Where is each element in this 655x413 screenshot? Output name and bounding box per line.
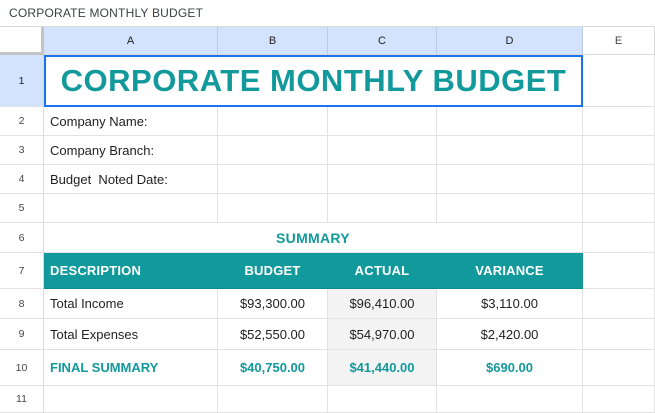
cell-total-expenses-label[interactable]: Total Expenses	[44, 319, 218, 350]
row-7	[0, 253, 655, 289]
cell-title-merged[interactable]	[44, 55, 583, 107]
cell-E6[interactable]	[583, 223, 655, 253]
cell-B4[interactable]	[218, 165, 328, 194]
row-3	[0, 136, 655, 165]
table-row	[0, 319, 655, 350]
cell-header-variance[interactable]: VARIANCE	[437, 253, 583, 289]
cell-total-income-variance[interactable]: $3,110.00	[437, 289, 583, 319]
row-6	[0, 223, 655, 253]
row-header-10[interactable]: 10	[0, 350, 44, 386]
cell-C5[interactable]	[328, 194, 437, 223]
row-header-5[interactable]: 5	[0, 194, 44, 223]
cell-B5[interactable]	[218, 194, 328, 223]
column-header-row	[0, 27, 655, 55]
cell-header-budget[interactable]: BUDGET	[218, 253, 328, 289]
row-header-6[interactable]: 6	[0, 223, 44, 253]
cell-total-income-actual[interactable]: $96,410.00	[328, 289, 437, 319]
cell-E7[interactable]	[583, 253, 655, 289]
column-header-a[interactable]: A	[44, 27, 218, 55]
column-header-d[interactable]: D	[437, 27, 583, 55]
cell-final-summary-actual[interactable]: $41,440.00	[328, 350, 437, 386]
cell-E3[interactable]	[583, 136, 655, 165]
row-1	[0, 55, 655, 107]
column-header-c[interactable]: C	[328, 27, 437, 55]
row-header-1[interactable]: 1	[0, 55, 44, 107]
row-header-8[interactable]: 8	[0, 289, 44, 319]
cell-company-branch-label[interactable]: Company Branch:	[44, 136, 218, 165]
sheet-name: CORPORATE MONTHLY BUDGET	[9, 6, 204, 20]
row-header-3[interactable]: 3	[0, 136, 44, 165]
cell-E1[interactable]	[583, 55, 655, 107]
cell-total-income-budget[interactable]: $93,300.00	[218, 289, 328, 319]
row-header-4[interactable]: 4	[0, 165, 44, 194]
cell-D2[interactable]	[437, 107, 583, 136]
table-row	[0, 350, 655, 386]
row-header-11[interactable]: 11	[0, 386, 44, 413]
cell-final-summary-variance[interactable]: $690.00	[437, 350, 583, 386]
cell-B2[interactable]	[218, 107, 328, 136]
row-4	[0, 165, 655, 194]
cell-total-expenses-variance[interactable]: $2,420.00	[437, 319, 583, 350]
cell-E9[interactable]	[583, 319, 655, 350]
column-header-e[interactable]: E	[583, 27, 655, 55]
row-header-7[interactable]: 7	[0, 253, 44, 289]
cell-total-expenses-actual[interactable]: $54,970.00	[328, 319, 437, 350]
cell-header-actual[interactable]: ACTUAL	[328, 253, 437, 289]
cell-E10[interactable]	[583, 350, 655, 386]
row-2	[0, 107, 655, 136]
cell-header-description[interactable]: DESCRIPTION	[44, 253, 218, 289]
cell-C2[interactable]	[328, 107, 437, 136]
spreadsheet-grid	[0, 27, 655, 413]
cell-E11[interactable]	[583, 386, 655, 413]
cell-C11[interactable]	[328, 386, 437, 413]
sheet-title-text: CORPORATE MONTHLY BUDGET	[60, 63, 567, 98]
cell-D11[interactable]	[437, 386, 583, 413]
cell-B11[interactable]	[218, 386, 328, 413]
row-5	[0, 194, 655, 223]
cell-D3[interactable]	[437, 136, 583, 165]
cell-E2[interactable]	[583, 107, 655, 136]
row-header-9[interactable]: 9	[0, 319, 44, 350]
top-bar	[0, 0, 655, 27]
cell-D4[interactable]	[437, 165, 583, 194]
column-header-b[interactable]: B	[218, 27, 328, 55]
cell-C3[interactable]	[328, 136, 437, 165]
cell-final-summary-label[interactable]: FINAL SUMMARY	[44, 350, 218, 386]
cell-A11[interactable]	[44, 386, 218, 413]
cell-E8[interactable]	[583, 289, 655, 319]
cell-A5[interactable]	[44, 194, 218, 223]
table-row	[0, 289, 655, 319]
cell-company-name-label[interactable]: Company Name:	[44, 107, 218, 136]
cell-E4[interactable]	[583, 165, 655, 194]
cell-summary-heading[interactable]: SUMMARY	[44, 223, 583, 253]
cell-total-expenses-budget[interactable]: $52,550.00	[218, 319, 328, 350]
row-header-2[interactable]: 2	[0, 107, 44, 136]
cell-total-income-label[interactable]: Total Income	[44, 289, 218, 319]
cell-E5[interactable]	[583, 194, 655, 223]
select-all-corner[interactable]	[0, 27, 44, 55]
cell-budget-noted-date-label[interactable]: Budget Noted Date:	[44, 165, 218, 194]
cell-B3[interactable]	[218, 136, 328, 165]
cell-D5[interactable]	[437, 194, 583, 223]
cell-final-summary-budget[interactable]: $40,750.00	[218, 350, 328, 386]
row-11	[0, 386, 655, 413]
cell-C4[interactable]	[328, 165, 437, 194]
